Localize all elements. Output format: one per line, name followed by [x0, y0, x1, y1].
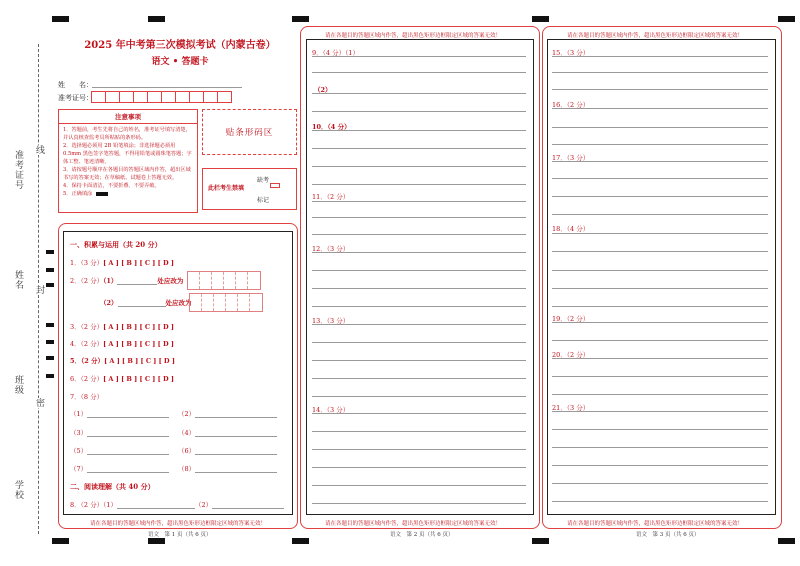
answer-line[interactable] — [552, 270, 768, 271]
q4-choices[interactable]: [ A ] [ B ] [ C ] [ D ] — [103, 340, 174, 348]
answer-line[interactable] — [552, 465, 768, 466]
positioning-mark — [148, 538, 165, 544]
q7-part: （5） — [70, 446, 169, 455]
q14: 14．（3 分） — [312, 406, 350, 414]
answer-line[interactable] — [552, 483, 768, 484]
filled-example-icon — [96, 192, 108, 196]
answer-line[interactable] — [552, 251, 768, 252]
positioning-mark — [292, 538, 309, 544]
notice-title: 注意事项 — [59, 110, 197, 124]
q7-7-input[interactable] — [87, 472, 169, 473]
q7-5-input[interactable] — [87, 454, 169, 455]
exam-subtitle: 语文 • 答题卡 — [151, 57, 209, 67]
answer-line[interactable] — [312, 130, 526, 131]
page3-warning-top: 请在各题目的答题区域内作答，超出黑色矩形边框限定区域的答案无效！ — [567, 33, 744, 39]
answer-line[interactable] — [552, 108, 768, 109]
page1-warning: 请在各题目的答题区域内作答，超出黑色矩形边框限定区域的答案无效！ — [90, 521, 267, 527]
page3-footer: 语文 第 3 页（共 6 页） — [636, 532, 700, 538]
answer-line[interactable] — [312, 467, 526, 468]
q21: 21．（3 分） — [552, 404, 590, 412]
answer-line[interactable] — [312, 378, 526, 379]
answer-line[interactable] — [312, 396, 526, 397]
answer-line[interactable] — [312, 360, 526, 361]
q1-choices[interactable]: [ A ] [ B ] [ C ] [ D ] — [103, 259, 174, 267]
answer-line[interactable] — [312, 503, 526, 504]
name-field[interactable] — [92, 87, 242, 88]
answer-line[interactable] — [552, 376, 768, 377]
q2b-input[interactable] — [118, 306, 166, 307]
q7-part: （8） — [178, 464, 277, 473]
q9-part2: （2） — [314, 86, 332, 94]
sidebar-class: 班级 — [13, 375, 23, 395]
q13: 13．（3 分） — [312, 317, 350, 325]
sidebar-name: 姓名 — [13, 270, 23, 290]
positioning-mark — [52, 538, 69, 544]
answer-line[interactable] — [552, 178, 768, 179]
answer-line[interactable] — [552, 340, 768, 341]
notice-box — [58, 109, 198, 213]
page2-warning-top: 请在各题目的答题区域内作答，超出黑色矩形边框限定区域的答案无效！ — [325, 33, 502, 39]
answer-line[interactable] — [552, 196, 768, 197]
q7-3-input[interactable] — [87, 436, 169, 437]
q7-part: （1） — [70, 409, 169, 418]
answer-line[interactable] — [312, 270, 526, 271]
notice-item: 2．选择题必须用 2B 铅笔填涂；非选择题必须用0.5mm 黑色签字笔答题，不得用铅笔或圆珠笔答题；字体工整、笔迹清晰。 — [63, 143, 192, 165]
q7-part: （3） — [70, 428, 169, 437]
answer-line[interactable] — [312, 166, 526, 167]
page2-warning-bottom: 请在各题目的答题区域内作答，超出黑色矩形边框限定区域的答案无效！ — [325, 521, 502, 527]
answer-line[interactable] — [552, 501, 768, 502]
barcode-area: 贴条形码区 — [202, 109, 297, 155]
absent-label-bottom: 标记 — [257, 197, 270, 204]
q6-choices[interactable]: [ A ] [ B ] [ C ] [ D ] — [103, 375, 174, 383]
q17: 17．（3 分） — [552, 154, 590, 162]
q2b: （2） 处应改为 — [100, 299, 192, 307]
answer-line[interactable] — [312, 201, 526, 202]
q18: 18．（4 分） — [552, 225, 590, 233]
positioning-mark — [46, 323, 54, 327]
q11: 11．（2 分） — [312, 193, 350, 201]
q8-1-input[interactable] — [117, 508, 195, 509]
positioning-mark — [778, 538, 795, 544]
answer-line[interactable] — [312, 111, 526, 112]
q16: 16．（2 分） — [552, 101, 590, 109]
absent-box — [202, 168, 297, 210]
q7-8-input[interactable] — [195, 472, 277, 473]
answer-line[interactable] — [552, 127, 768, 128]
answer-line[interactable] — [312, 72, 526, 73]
positioning-mark — [148, 16, 165, 22]
notice-item: 4．保持卡面清洁，不要折叠、不要弄破。 — [63, 183, 160, 189]
answer-line[interactable] — [312, 184, 526, 185]
answer-line[interactable] — [552, 161, 768, 162]
section1-title: 一、积累与运用（共 20 分） — [70, 240, 162, 249]
positioning-mark — [46, 374, 54, 378]
q2: 2．（2 分）（1） 处应改为 — [70, 277, 184, 285]
q10: 10．（4 分） — [312, 123, 351, 131]
q1: 1．（3 分）[ A ] [ B ] [ C ] [ D ] — [70, 259, 174, 267]
q2a-input[interactable] — [117, 284, 157, 285]
exam-no-label: 准考证号： — [58, 94, 93, 102]
q7-part: （7） — [70, 464, 169, 473]
answer-line[interactable] — [552, 411, 768, 412]
answer-line[interactable] — [312, 56, 526, 57]
q19: 19．（2 分） — [552, 315, 590, 323]
q7-6-input[interactable] — [195, 454, 277, 455]
page2-footer: 语文 第 2 页（共 6 页） — [390, 532, 454, 538]
q6: 6．（2 分）[ A ] [ B ] [ C ] [ D ] — [70, 375, 174, 383]
answer-line[interactable] — [312, 342, 526, 343]
answer-line[interactable] — [552, 394, 768, 395]
absent-text: 此栏考生禁填 — [208, 185, 245, 192]
q7: 7．（8 分） — [70, 393, 104, 401]
q7-4-input[interactable] — [195, 436, 277, 437]
answer-line[interactable] — [312, 413, 526, 414]
q3: 3．（2 分）[ A ] [ B ] [ C ] [ D ] — [70, 323, 174, 331]
q7-part: （6） — [178, 446, 277, 455]
notice-item: 1．答题前，考生先将自己的姓名，准考证号填写清楚，并认真核查监考员所粘贴的条形码。 — [63, 127, 191, 141]
page3-answer-frame — [547, 39, 776, 515]
q7-2-input[interactable] — [195, 417, 277, 418]
positioning-mark — [532, 538, 549, 544]
exam-title: 2025 年中考第三次模拟考试（内蒙古卷） — [84, 40, 276, 51]
answer-line[interactable] — [312, 288, 526, 289]
q5-choices[interactable]: [ A ] [ B ] [ C ] [ D ] — [104, 357, 175, 365]
sidebar-school: 学校 — [13, 480, 23, 500]
answer-line[interactable] — [312, 485, 526, 486]
sidebar-secret-text: 密 — [34, 398, 44, 408]
sidebar-exam-no: 准考证号 — [13, 150, 23, 190]
answer-line[interactable] — [552, 56, 768, 57]
notice-item: 3．请按题号顺序在各题目的答题区域内作答，超出区域书写的答案无效；在草稿纸、试题卷上答题无效。 — [63, 167, 191, 181]
sidebar-seal-text: 封 — [34, 285, 44, 295]
positioning-mark — [778, 16, 795, 22]
q4: 4．（2 分）[ A ] [ B ] [ C ] [ D ] — [70, 340, 174, 348]
answer-line[interactable] — [312, 234, 526, 235]
positioning-mark — [46, 340, 54, 344]
sidebar-line-text: 线 — [34, 145, 44, 155]
answer-line[interactable] — [552, 144, 768, 145]
answer-line[interactable] — [312, 148, 526, 149]
positioning-mark — [46, 250, 54, 254]
answer-line[interactable] — [312, 324, 526, 325]
page1-footer: 语文 第 1 页（共 6 页） — [148, 532, 212, 538]
answer-line[interactable] — [552, 214, 768, 215]
answer-line[interactable] — [552, 288, 768, 289]
q8: 8．（2 分）（1） （2） — [70, 500, 284, 509]
exam-no-boxes[interactable] — [92, 91, 232, 103]
page3-warning-bottom: 请在各题目的答题区域内作答，超出黑色矩形边框限定区域的答案无效！ — [567, 521, 744, 527]
q3-choices[interactable]: [ A ] [ B ] [ C ] [ D ] — [103, 323, 174, 331]
answer-line[interactable] — [312, 449, 526, 450]
answer-line[interactable] — [552, 429, 768, 430]
section2-title: 二、阅读理解（共 40 分） — [70, 482, 155, 491]
positioning-mark — [532, 16, 549, 22]
q15: 15．（3 分） — [552, 49, 590, 57]
answer-line[interactable] — [552, 358, 768, 359]
q7-1-input[interactable] — [87, 417, 169, 418]
q2a-grid[interactable] — [187, 271, 261, 290]
positioning-mark — [46, 283, 54, 287]
positioning-mark — [46, 356, 54, 360]
answer-line[interactable] — [552, 447, 768, 448]
answer-line[interactable] — [312, 93, 526, 94]
answer-line[interactable] — [552, 89, 768, 90]
answer-line[interactable] — [312, 431, 526, 432]
answer-line[interactable] — [552, 322, 768, 323]
name-label: 姓 名： — [58, 81, 93, 89]
answer-line[interactable] — [312, 217, 526, 218]
q20: 20．（2 分） — [552, 351, 590, 359]
answer-line[interactable] — [312, 252, 526, 253]
q7-part: （4） — [178, 428, 277, 437]
answer-line[interactable] — [312, 306, 526, 307]
positioning-mark — [292, 16, 309, 22]
q12: 12．（3 分） — [312, 245, 350, 253]
answer-line[interactable] — [552, 306, 768, 307]
notice-item: 5．正确填涂 — [63, 190, 193, 198]
q5: 5．（2 分）[ A ] [ B ] [ C ] [ D ] — [70, 357, 175, 365]
absent-label-top: 缺考 — [257, 177, 270, 184]
answer-line[interactable] — [552, 233, 768, 234]
absent-checkbox[interactable] — [270, 183, 280, 188]
q9: 9．（4 分）（1） — [312, 49, 359, 57]
q8-2-input[interactable] — [212, 508, 284, 509]
q7-part: （2） — [178, 409, 277, 418]
q2b-grid[interactable] — [189, 293, 263, 312]
answer-line[interactable] — [552, 72, 768, 73]
positioning-mark — [46, 268, 54, 272]
positioning-mark — [52, 16, 69, 22]
